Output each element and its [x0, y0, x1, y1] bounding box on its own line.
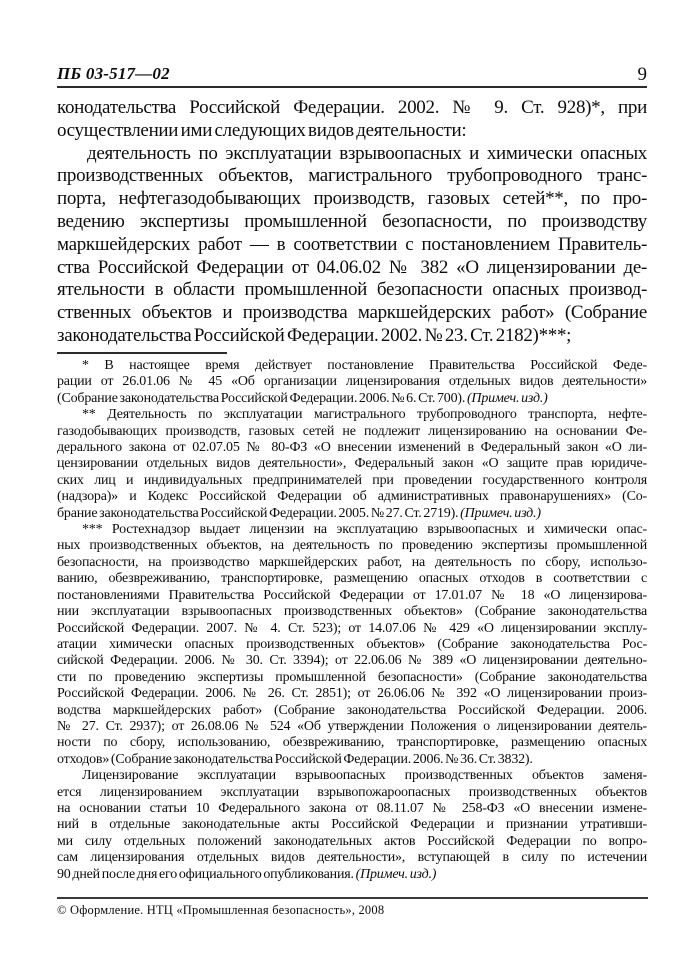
- editor-note: (Примеч. изд.): [466, 390, 548, 406]
- text-line: ний в отдельные законодательные акты Российской Федерации и признании утративши-: [57, 817, 647, 833]
- footnote-end-text: брание законодательства Российской Федерации. 2005. № 27. Ст. 2719).: [57, 505, 461, 521]
- text-line: ми силу отдельных положений законодательных актов Российской Федерации по вопро-: [57, 833, 647, 849]
- text-line: * В настоящее время действует постановление Правительства Российской Феде-: [82, 358, 647, 373]
- text-line: цензировании отдельных видов деятельности», Федеральный закон «О защите прав юридиче-: [57, 456, 647, 472]
- footnote-separator: [57, 352, 227, 354]
- text-line: безопасности, на производство маркшейдерских работ, на деятельность по сбору, использо-: [57, 554, 647, 570]
- text-line: *** Ростехнадзор выдает лицензии на эксплуатацию взрывоопасных и химически опас-: [82, 522, 647, 538]
- footnote-1: [57, 358, 647, 407]
- footnote-2: [57, 407, 647, 522]
- paragraph-activities: [57, 143, 647, 348]
- text-line: маркшейдерских работ — в соответствии с постановлением Правитель-: [57, 233, 647, 255]
- text-line: ных производственных объектов, на деятельность по проведению экспертизы промышленной: [57, 538, 647, 554]
- text-line: № 27. Ст. 2937); от 26.08.06 № 524 «Об утверждении Положения о лицензировании деятель-: [57, 718, 647, 734]
- footnotes: [57, 358, 647, 883]
- text-line: ских лиц и индивидуальных предпринимателей при проведении государственного контроля: [57, 472, 647, 488]
- footnote-3: [57, 522, 647, 768]
- text-line: постановлениями Правительства Российской Федерации от 17.01.07 № 18 «О лицензирова-: [57, 587, 647, 603]
- text-line: (надзора)» и Кодекс Российской Федерации об административных правонарушениях» (Со-: [57, 489, 647, 505]
- paragraph-continuation: [57, 97, 647, 143]
- doc-code: ПБ 03-517—02: [57, 64, 170, 83]
- text-line: сам лицензирования отдельных видов деятельности», вступающей в силу по истечении: [57, 850, 647, 866]
- text-line: осуществлении ими следующих видов деятельности:: [57, 119, 467, 141]
- text-line: законодательства Российской Федерации. 2002. № 23. Ст. 2182)***;: [57, 324, 572, 346]
- text-line: газодобывающих производств, газовых сетей не подлежит лицензированию на основании Фе-: [57, 423, 647, 439]
- text-line: ется лицензированием эксплуатации взрывопожароопасных производственных объектов: [57, 784, 647, 800]
- footnote-licensing-paragraph: [57, 768, 647, 883]
- text-line: деятельность по эксплуатации взрывоопасных и химически опасных: [87, 142, 647, 164]
- text-line: нии эксплуатации взрывоопасных производственных объектов» (Собрание законодательства: [57, 604, 647, 620]
- text-line: сти по проведению экспертизы промышленной безопасности» (Собрание законодательства: [57, 669, 647, 685]
- text-line: ванию, обезвреживанию, транспортировке, размещению опасных отходов в соответствии с: [57, 571, 647, 587]
- editor-note: (Примеч. изд.): [355, 866, 437, 882]
- text-line: атации химически опасных производственных объектов» (Собрание законодательства Рос-: [57, 636, 647, 652]
- copyright-text: © Оформление. НТЦ «Промышленная безопасность», 2008: [57, 903, 385, 917]
- footer-rule: [57, 897, 648, 899]
- text-line: [57, 867, 647, 883]
- text-line: [57, 391, 647, 407]
- text-line: ственных объектов и производства маркшейдерских работ» (Собрание: [57, 302, 647, 324]
- text-line: ведению экспертизы промышленной безопасности, по производству: [57, 210, 647, 232]
- text-line: ства Российской Федерации от 04.06.02 № 382 «О лицензировании де-: [57, 256, 647, 278]
- text-line: ** Деятельность по эксплуатации магистрального трубопроводного транспорта, нефте-: [82, 407, 647, 423]
- text-line: дерального закона от 02.07.05 № 80-ФЗ «О внесении изменений в Федеральный закон «О ли-: [57, 440, 647, 456]
- text-line: [57, 752, 647, 768]
- editor-note: (Примеч. изд.): [460, 505, 541, 521]
- text-line: [57, 506, 647, 522]
- text-line: Российской Федерации. 2006. № 26. Ст. 2851); от 26.06.06 № 392 «О лицензировании произ-: [57, 686, 647, 702]
- text-line: ности по сбору, использованию, обезвреживанию, транспортировке, размещению опасных: [57, 735, 647, 751]
- text-line: Российской Федерации. 2007. № 4. Ст. 523); от 14.07.06 № 429 «О лицензировании эксплу-: [57, 620, 647, 636]
- text-line: водства маркшейдерских работ» (Собрание законодательства Российской Федерации. 2006.: [57, 702, 647, 718]
- footnote-end-text: 90 дней после дня его официального опубликования.: [57, 866, 356, 882]
- footnote-end-text: отходов» (Собрание законодательства Российской Федерации. 2006. № 36. Ст. 3832).: [57, 751, 533, 767]
- text-line: конодательства Российской Федерации. 2002. № 9. Ст. 928)*, при: [57, 97, 647, 118]
- text-line: сийской Федерации. 2006. № 30. Ст. 3394); от 22.06.06 № 389 «О лицензировании деятельно-: [57, 653, 647, 669]
- text-line: Лицензирование эксплуатации взрывоопасных производственных объектов заменя-: [82, 768, 647, 784]
- page-header: [57, 64, 647, 88]
- text-line: производственных объектов, магистрального трубопроводного транс-: [57, 165, 647, 187]
- text-line: рации от 26.01.06 № 45 «Об организации лицензирования отдельных видов деятельности»: [57, 374, 647, 390]
- text-line: на основании статьи 10 Федерального закона от 08.11.07 № 258-ФЗ «О внесении измене-: [57, 800, 647, 816]
- body-text: [57, 97, 647, 348]
- footnote-end-text: (Собрание законодательства Российской Федерации. 2006. № 6. Ст. 700).: [57, 390, 467, 406]
- text-line: ятельности в области промышленной безопасности опасных производ-: [57, 279, 647, 301]
- text-line: порта, нефтегазодобывающих производств, газовых сетей**, по про-: [57, 188, 647, 210]
- page-number: 9: [637, 64, 647, 85]
